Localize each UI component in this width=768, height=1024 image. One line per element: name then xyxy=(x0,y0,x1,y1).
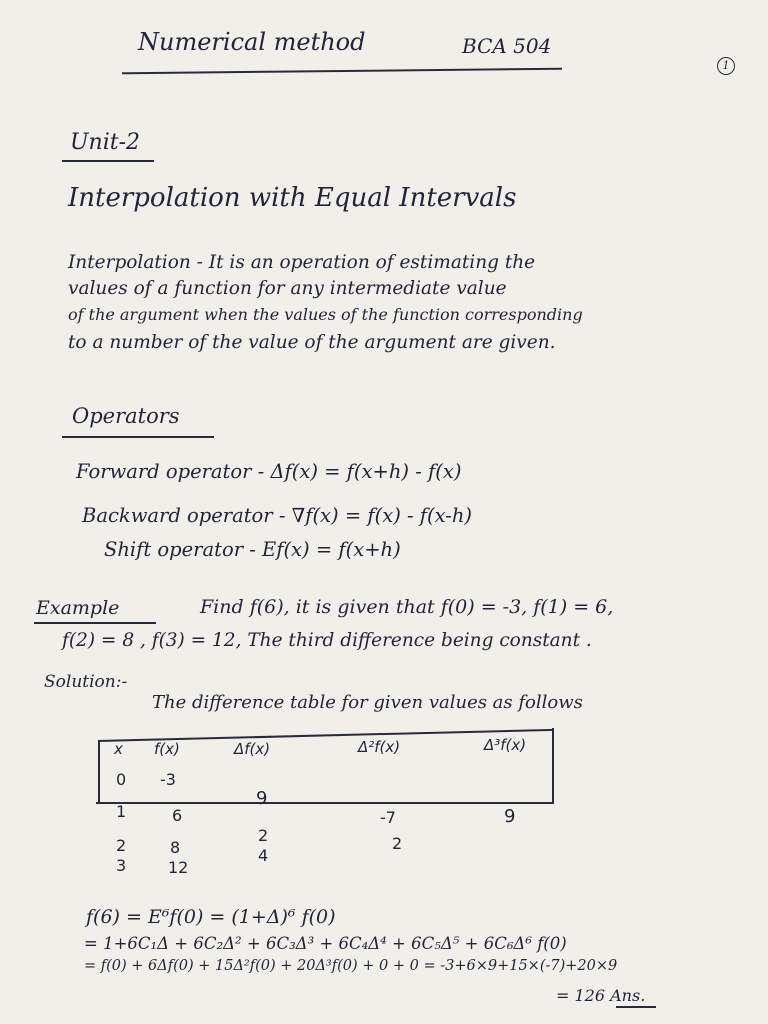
answer-underline xyxy=(616,1006,656,1008)
example-underline xyxy=(34,622,156,624)
header-underline xyxy=(122,68,562,74)
operators-underline xyxy=(62,436,214,438)
table-cell-fx: -3 xyxy=(160,770,176,789)
forward-operator: Forward operator - Δf(x) = f(x+h) - f(x) xyxy=(76,460,462,483)
working-line-1: f(6) = E⁶f(0) = (1+Δ)⁶ f(0) xyxy=(86,906,336,928)
table-right-border xyxy=(552,728,554,802)
unit-label: Unit-2 xyxy=(70,130,141,155)
example-line-1: Find f(6), it is given that f(0) = -3, f(1) = 6, xyxy=(200,596,614,618)
definition-line-1: Interpolation - It is an operation of estimating the xyxy=(68,252,536,273)
solution-label: Solution:- xyxy=(44,672,128,692)
table-cell-fx: 8 xyxy=(170,838,181,857)
unit-underline xyxy=(62,160,154,162)
table-cell-delta1: 2 xyxy=(258,826,269,845)
example-line-2: f(2) = 8 , f(3) = 12, The third difference being constant . xyxy=(62,630,592,651)
table-cell-delta2: -7 xyxy=(380,808,396,827)
example-label: Example xyxy=(36,597,120,619)
table-bottom-border xyxy=(96,802,554,804)
table-cell-fx: 6 xyxy=(172,806,183,825)
table-cell-delta1: 4 xyxy=(258,846,269,865)
table-header-delta2: Δ²f(x) xyxy=(358,738,401,756)
table-cell-delta2: 2 xyxy=(392,834,403,853)
operators-heading: Operators xyxy=(72,404,180,428)
subject-title: Numerical method xyxy=(138,28,366,56)
table-cell-delta3: 9 xyxy=(504,806,516,827)
page-number: 1 xyxy=(717,57,735,75)
table-cell-x: 1 xyxy=(116,802,127,821)
table-header-fx: f(x) xyxy=(154,740,180,758)
table-cell-x: 0 xyxy=(116,770,127,789)
table-left-border xyxy=(98,740,100,802)
table-cell-x: 2 xyxy=(116,836,127,855)
definition-line-3: of the argument when the values of the function corresponding xyxy=(68,305,583,324)
definition-line-2: values of a function for any intermediate value xyxy=(68,278,507,299)
table-header-x: x xyxy=(114,740,123,758)
definition-line-4: to a number of the value of the argument are given. xyxy=(68,332,556,353)
solution-intro: The difference table for given values as follows xyxy=(152,692,583,713)
shift-operator: Shift operator - Ef(x) = f(x+h) xyxy=(104,538,401,561)
backward-operator: Backward operator - ∇f(x) = f(x) - f(x-h) xyxy=(82,504,473,527)
table-header-delta1: Δf(x) xyxy=(234,740,271,758)
section-title: Interpolation with Equal Intervals xyxy=(68,183,517,213)
course-code: BCA 504 xyxy=(462,34,552,58)
table-cell-x: 3 xyxy=(116,856,127,875)
table-cell-delta1: 9 xyxy=(256,788,268,809)
table-header-delta3: Δ³f(x) xyxy=(484,736,527,754)
working-line-2: = 1+6C₁Δ + 6C₂Δ² + 6C₃Δ³ + 6C₄Δ⁴ + 6C₅Δ⁵ + 6C₆Δ⁶ f(0) xyxy=(84,934,567,953)
final-answer: = 126 Ans. xyxy=(556,986,646,1005)
table-cell-fx: 12 xyxy=(168,858,189,877)
working-line-3: = f(0) + 6Δf(0) + 15Δ²f(0) + 20Δ³f(0) + 0 + 0 = -3+6×9+15×(-7)+20×9 xyxy=(84,958,618,974)
